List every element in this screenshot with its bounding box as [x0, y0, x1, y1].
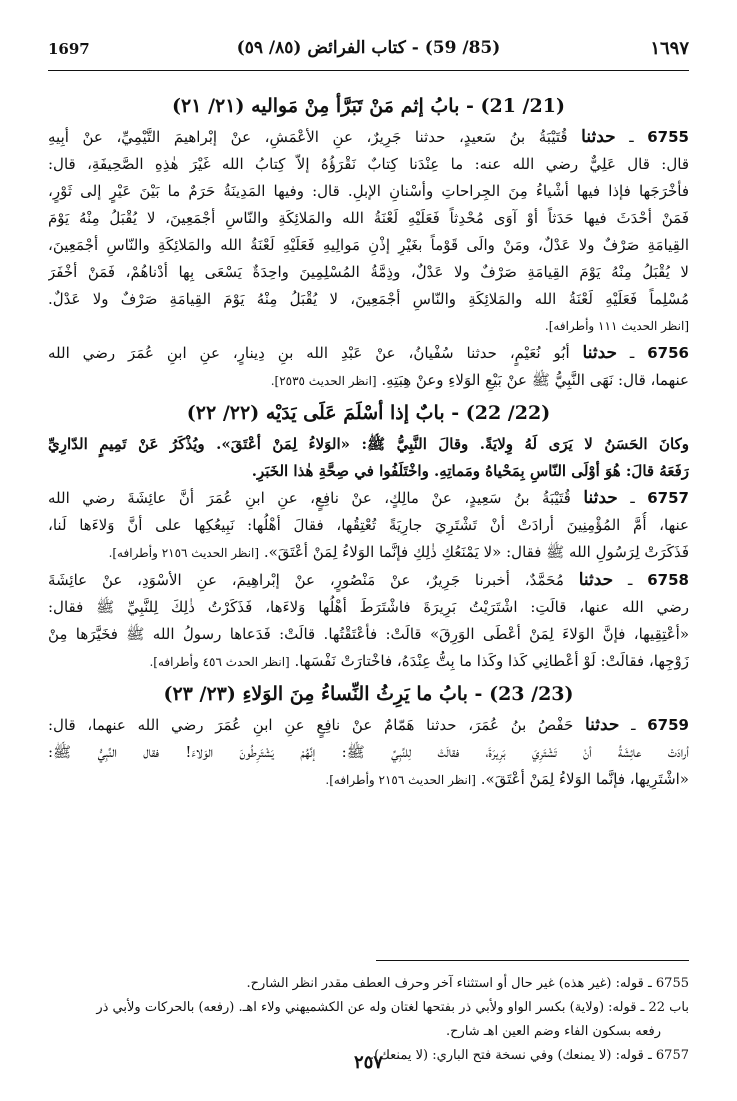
cross-reference: [انظر الحديث ٢١٥٦ وأطرافه]. [325, 773, 476, 787]
hadith-text: قُتَيْبَةُ بنُ سَعِيدٍ، عنْ مالِكٍ، عنْ نافِعٍ، عنِ ابنِ عُمَرَ أنَّ عائِشَةَ رضي الله [48, 489, 571, 507]
cross-reference: [انظر الحدث ٤٥٦ وأطرافه]. [149, 655, 290, 669]
hadith-6758 [48, 567, 689, 676]
hadith-line: أرادَتْ عائِشَةُ أنْ تَشْتَرِيَ بَرِيرَةَ، فقالَتْ لِلنَّبِيِّ ﷺ: إنَّهُمْ يَشْتَرِطُونَ الوَلاءَ! فقال النَّبِيُّ ﷺ: [48, 743, 689, 761]
hadith-line: رضي الله عنها، قالَتِ: اشْتَرَيْتُ بَرِيرَةَ فاشْتَرَطَ أهْلُها وَلاءَها، فَذَكَرْتُ ذٰلِكَ لِلنَّبِيِّ ﷺ فقال: [48, 598, 689, 616]
bab-text-line: رَفَعَهُ قالَ: هُوَ أوْلَى النّاسِ بِمَحْياهُ ومَماتِهِ. واخْتَلَفُوا في صِحَّةِ هٰذا الخَبَرِ. [251, 462, 689, 480]
hadith-line: مُسْلِماً فَعَلَيْهِ لَعْنَةُ الله والمَلائِكَةِ والنّاسِ أجْمَعِينَ، لا يُقْبَلُ مِنْهُ يَوْمَ القِيامَةِ صَرْفٌ ولا عَدْلٌ. [48, 290, 689, 308]
hadith-line: عنها، أُمَّ المُؤْمِنِينَ أرادَتْ أنْ تَشْتَرِيَ جارِيَةً تُعْتِقُها، فقالَ أهْلُها: نَبِيعُكِها على أنَّ وَلاءَها لَنا، [48, 516, 689, 534]
cross-reference: [انظر الحديث ٢٥٣٥]. [270, 374, 377, 388]
hadith-text: فَذَكَرَتْ لِرَسُولِ الله ﷺ فقال: «لا يَمْنَعُكِ ذٰلِكِ فإنَّما الوَلاءُ لِمَنْ أعْتَقَ». [263, 543, 689, 561]
hadith-line: 6759 ـ حدثنا حَفْصُ بنُ عُمَرَ، حدثنا هَمّامٌ عنْ نافِعٍ عنِ ابنِ عُمَرَ رضي الله عنهما، قال: [48, 715, 689, 735]
hadith-line: فَمَنْ أحْدَثَ فيها حَدَثاً أوْ آوَى مُحْدِثاً فَعَلَيْهِ لَعْنَةُ الله والمَلائِكَةِ والنّاسِ أجْمَعِينَ، لا يُقْبَلُ مِنْهُ يَوْمَ [48, 209, 689, 227]
hadith-line [48, 766, 689, 794]
bab-22-text [48, 431, 689, 485]
hadith-line: 6758 ـ حدثنا مُحَمَّدٌ، أخبرنا جَرِيرٌ، عنْ مَنْصُورٍ، عنْ إبْراهِيمَ، عنِ الأسْوَدِ، عنْ عائِشَةَ [48, 570, 689, 590]
hadith-6757 [48, 485, 689, 567]
bab-number: (22/ 22) [465, 402, 551, 424]
hadith-line: قال: قال عَلِيٌّ رضي الله عنه: ما عِنْدَنا كِتابٌ نَقْرَؤُهُ إلاّ كِتابُ الله غَيْرَ هٰذِهِ الصَّحِيفَةِ، قال: [48, 155, 689, 173]
bab-title: - بابٌ إذا أسْلَمَ عَلَى يَدَيْه [265, 402, 460, 424]
hadith-line [48, 367, 689, 395]
main-text [48, 88, 689, 794]
cross-reference: [انظر الحديث ١١١ وأطرافه]. [544, 319, 689, 333]
bab-number-arabic: (٢٣/ ٢٣) [163, 683, 236, 705]
hadith-line: 6755 ـ حدثنا قُتَيْبَةُ بنُ سَعيدٍ، حدثنا جَرِيرٌ، عنِ الأعْمَشِ، عنْ إبْراهيمَ التَّيْمِيِّ، عنْ أبِيهِ [48, 127, 689, 147]
hadith-number: 6755 [647, 128, 689, 146]
haddathana-keyword: حدثنا [581, 127, 616, 147]
hadith-number: 6758 [647, 571, 689, 589]
bab-title: - بابُ إثم مَنْ تَبَرَّأ مِنْ مَواليه [251, 95, 474, 117]
hadith-number: 6759 [647, 716, 689, 734]
bab-text-line: وكانَ الحَسَنُ لا يَرَى لَهُ وِلايَةً. وقالَ النَّبِيُّ ﷺ: «الوَلاءُ لِمَنْ أعْتَقَ». ويُذْكَرُ عَنْ تَمِيمٍ الدّارِيِّ [48, 435, 689, 453]
hadith-line [48, 648, 689, 676]
hadith-line: فأخْرَجَها فإذا فيها أشْياءُ مِنَ الجِراحاتِ وأسْنانِ الإبلِ. قال: وفيها المَدِينَةُ حَرَمٌ ما بَيْنَ عَيْرٍ إلى ثَوْرٍ، [48, 182, 689, 200]
hadith-6755 [48, 124, 689, 340]
bab-23-heading [48, 676, 689, 712]
hadith-line: «أعْتِقِيها، فإنَّ الوَلاءَ لِمَنْ أعْطَى الوَرِقَ» قالَتْ: فأعْتَقْتُها. قالَتْ: فَدَعاها رسولُ الله ﷺ فخَيَّرَها مِنْ [48, 625, 689, 643]
bab-21-heading [48, 88, 689, 124]
hadith-line: لا يُقْبَلُ مِنْهُ يَوْمَ القِيامَةِ صَرْفٌ ولا عَدْلٌ، وذِمَّةُ المُسْلِمِينَ واحِدَةٌ يَسْعَى بِها أدْناهُمْ، فَمَنْ أخْفَرَ [48, 263, 689, 281]
bab-22-heading [48, 395, 689, 431]
footnote: 6757 ـ قوله: (لا يمنعك) وفي نسخة فتح الباري: (لا يمنعك). [369, 1048, 689, 1063]
bab-number-arabic: (٢١/ ٢١) [172, 95, 245, 117]
hadith-text: حَفْصُ بنُ عُمَرَ، حدثنا هَمّامٌ عنْ نافِعٍ عنِ ابنِ عُمَرَ رضي الله عنهما، قال: [48, 716, 574, 734]
footnote: 6755 ـ قوله: (غير هذه) غير حال أو استثناء آخر وحرف العطف مقدر انظر الشارح. [246, 976, 689, 991]
bab-number: (23/ 23) [489, 683, 574, 705]
bab-title: - بابُ ما يَرِثُ النِّساءُ مِنَ الوَلاءِ [242, 683, 483, 705]
hadith-text: أبُو نُعَيْمٍ، حدثنا سُفْيانُ، عنْ عَبْدِ الله بنِ دِينارٍ، عنِ ابنِ عُمَرَ رضي الله [48, 344, 570, 362]
hadith-line [48, 539, 689, 567]
footnote: باب 22 ـ قوله: (ولاية) بكسر الواو ولأبي ذر بفتحها لغتان وله عن الكشميهني ولاء اهـ. (رفعه) بالحركات ولأبي ذر [96, 1000, 689, 1015]
haddathana-keyword: حدثنا [583, 488, 618, 508]
page-number-arabic: ١٦٩٧ [650, 38, 689, 59]
haddathana-keyword: حدثنا [584, 715, 620, 735]
hadith-number: 6756 [647, 344, 689, 362]
page-number-latin: 1697 [48, 40, 90, 58]
hadith-text: قُتَيْبَةُ بنُ سَعيدٍ، حدثنا جَرِيرٌ، عنِ الأعْمَشِ، عنْ إبْراهيمَ التَّيْمِيِّ، عنْ أبِيهِ [48, 128, 568, 146]
hadith-6759 [48, 712, 689, 794]
hadith-text: زَوْجِها، فقالَتْ: لَوْ أعْطانِي كَذا وكَذا ما بِتُّ عِنْدَهُ، فاخْتارَتْ نَفْسَها. [294, 652, 689, 670]
hadith-line: 6757 ـ حدثنا قُتَيْبَةُ بنُ سَعِيدٍ، عنْ مالِكٍ، عنْ نافِعٍ، عنِ ابنِ عُمَرَ أنَّ عائِشَةَ رضي الله [48, 488, 689, 508]
haddathana-keyword: حدثنا [582, 343, 618, 363]
bab-number-arabic: (٢٢/ ٢٢) [186, 402, 260, 424]
running-title: (85/ 59) - كتاب الفرائض (٨٥/ ٥٩) [236, 38, 501, 58]
cross-reference: [انظر الحديث ٢١٥٦ وأطرافه]. [108, 546, 260, 560]
haddathana-keyword: حدثنا [578, 570, 614, 590]
hadith-line: 6756 ـ حدثنا أبُو نُعَيْمٍ، حدثنا سُفْيانُ، عنْ عَبْدِ الله بنِ دِينارٍ، عنِ ابنِ عُمَرَ رضي الله [48, 343, 689, 363]
footnote-separator [376, 960, 689, 961]
footer-page-number: ٢٥٧ [353, 1052, 383, 1073]
bab-number: (21/ 21) [480, 95, 565, 117]
running-header [48, 38, 689, 71]
hadith-number: 6757 [647, 489, 689, 507]
hadith-text: مُحَمَّدٌ، أخبرنا جَرِيرٌ، عنْ مَنْصُورٍ، عنْ إبْراهِيمَ، عنِ الأسْوَدِ، عنْ عائِشَةَ [48, 571, 564, 589]
hadith-6756 [48, 340, 689, 395]
hadith-line: القِيامَةِ صَرْفٌ ولا عَدْلٌ، ومَنْ والَى قَوْماً بغَيْرِ إذْنِ مَوالِيهِ فَعَلَيْهِ لَعْنَةُ الله والمَلائِكَةِ والنّاسِ أجْمَعِينَ، [48, 236, 689, 254]
footnote-continuation: رفعه بسكون الفاء وضم العين اهـ شارح. [446, 1024, 661, 1039]
hadith-text: عنهما، قال: نَهَى النَّبِيُّ ﷺ عنْ بَيْعِ الوَلاءِ وعنْ هِبَتِهِ. [381, 371, 689, 389]
hadith-text: «اشْتَرِيها، فإنَّما الوَلاءُ لِمَنْ أعْتَقَ». [480, 770, 689, 788]
